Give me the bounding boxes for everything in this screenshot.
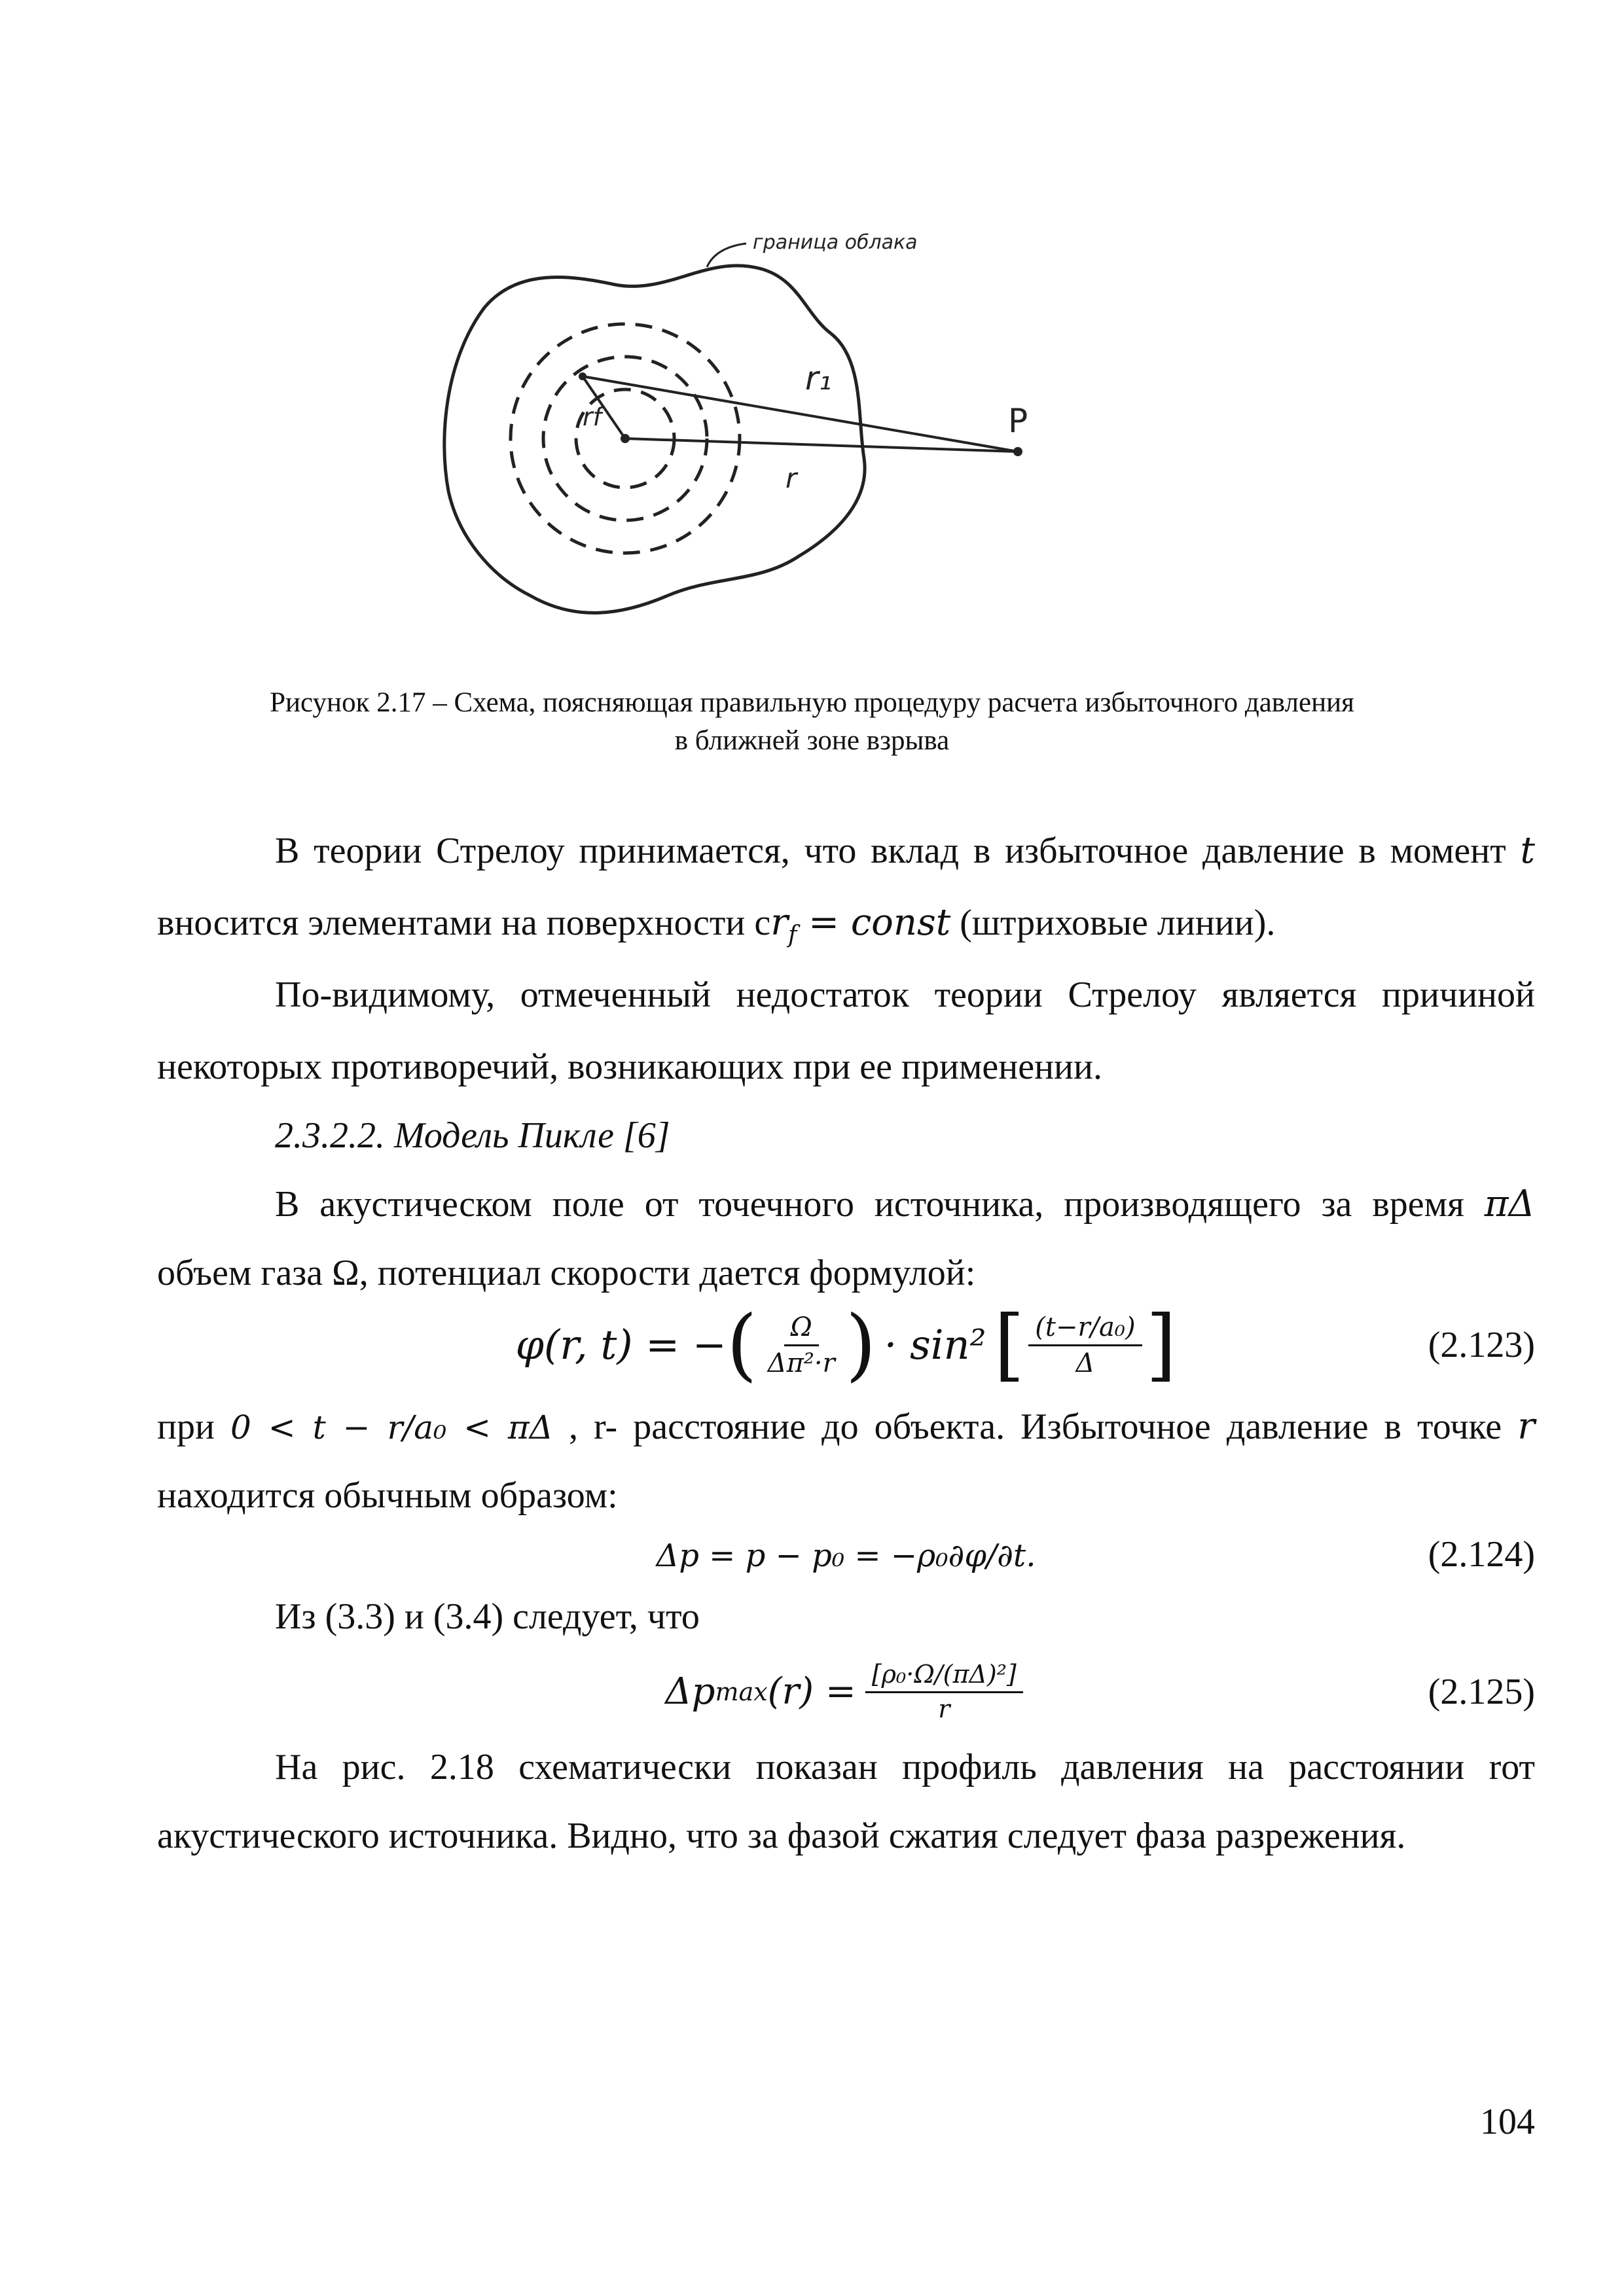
label-leader-line [707,243,746,267]
section-heading: 2.3.2.2. Модель Пикле [6] [275,1115,670,1156]
paragraph-1-line-1: В теории Стрелоу принимается, что вклад в избыточное давление в момент t [275,829,1535,872]
cloud-diagram [432,229,1028,674]
equation-2-124-label: (2.124) [1428,1534,1535,1575]
paragraph-6-line-1: На рис. 2.18 схематически показан профиль давления на расстоянии rот [275,1747,1535,1787]
paragraph-6-line-2: акустического источника. Видно, что за фазой сжатия следует фаза разрежения. [157,1816,1406,1856]
paragraph-5: Из (3.3) и (3.4) следует, что [275,1596,700,1637]
equation-2-125-label: (2.125) [1428,1672,1535,1712]
label-r1: r₁ [805,359,832,397]
label-rf: rf [583,403,602,431]
equation-2-123-label: (2.123) [1428,1325,1535,1365]
paragraph-3-line-2: объем газа Ω, потенциал скорости дается формулой: [157,1253,976,1293]
paragraph-2-line-2: некоторых противоречий, возникающих при ее применении. [157,1047,1102,1087]
equation-2-123: φ(r, t) = − ( $\frac{\Omega}{\text{Δπ²·r}}$ ) · sin² [ $\frac{\text{(t−r/a₀)}}{\Delta}$ ] (2.123) [515,1299,1535,1390]
paragraph-2-line-1: По-видимому, отмеченный недостаток теории Стрелоу является причиной [275,975,1535,1015]
caption-line-2: в ближней зоне взрыва [674,725,950,756]
label-r: r [785,462,797,494]
caption-line-1: Рисунок 2.17 – Схема, поясняющая правильную процедуру расчета избыточного давления [270,687,1354,718]
paragraph-3-line-1: В акустическом поле от точечного источника, производящего за время πΔ [275,1183,1535,1225]
page-number: 104 [1480,2102,1535,2142]
equation-2-124: Δp = p − p₀ = −ρ₀∂φ/∂t. (2.124) [157,1532,1535,1579]
paragraph-1-line-2: вносится элементами на поверхности $сr_f$ = const (штриховые линии). [157,901,1276,949]
equation-2-125: Δp max (r) = $\frac{\text{[ρ₀·Ω/(πΔ)²]}}{r}$ (2.125) [665,1659,1535,1723]
paragraph-4-line-2: находится обычным образом: [157,1475,618,1516]
cloud-label: граница облака [753,231,918,254]
label-p: P [1008,402,1028,440]
point-p [1013,447,1022,456]
element-point [579,372,586,380]
figure-caption [131,684,1493,760]
paragraph-4-line-1: при 0 < t − r/a₀ < πΔ , r- расстояние до объекта. Избыточное давление в точке r [157,1405,1535,1448]
